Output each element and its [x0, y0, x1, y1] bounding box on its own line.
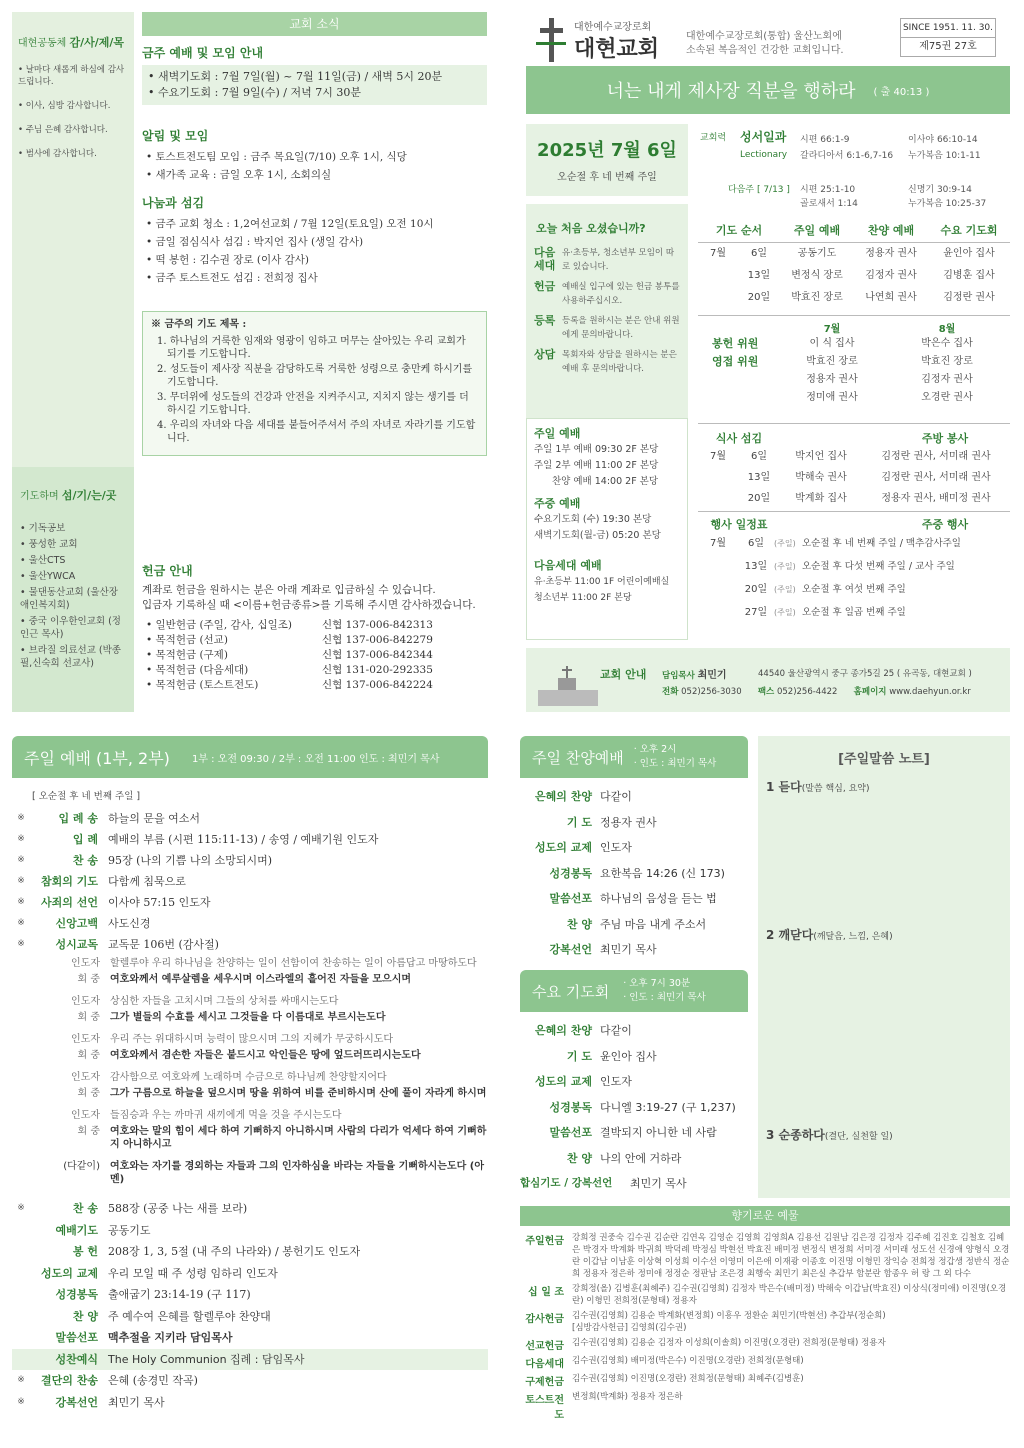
news-section-title: 나눔과 섬김: [142, 196, 205, 210]
welcome-title: 오늘 처음 오셨습니까?: [536, 222, 646, 235]
liturgical-day: 오순절 후 네 번째 주일: [557, 172, 657, 183]
wed-order: [520, 1018, 748, 1197]
prayer-places-list: [12, 522, 134, 670]
list-item: 성도의 교제 우리 모일 때 주 성령 임하리 인도자: [41, 1266, 278, 1280]
list-item: 4. 우리의 자녀와 다음 세대를 붙들어주셔서 주의 자녀로 자라기를 기도합니다.: [157, 420, 476, 444]
list-item: ※ 신앙고백 사도신경: [17, 917, 151, 930]
offering-row: 다음세대 김수권(김영희) 배미정(박은수) 이진명(오경란) 전희정(문형태): [525, 1356, 804, 1370]
church-tagline: 대한예수교장로회(통합) 울산노회에 소속된 복음적인 건강한 교회입니다.: [686, 31, 844, 56]
meal-rows: [698, 446, 1010, 509]
news-section-title: 금주 예배 및 모임 안내: [142, 46, 264, 60]
list-item: ※ 성시교독 교독문 106번 (감사절): [17, 938, 219, 951]
prayer-box: [142, 311, 487, 456]
list-item: 상담 목회자와 상담을 원하시는 분은 예배 후 문의바랍니다.: [534, 348, 677, 374]
contact-info: 전화 052)256-3030 팩스 052)256-4422 홈페이지 www.daehyun.or.kr: [662, 687, 971, 697]
committee-rows: 봉헌 위원 영접 위원 이 식 집사 박효진 장로 정용자 권사 정미애 권사 박은수 집사 박효진 장로 김정자 권사 오경란 권사: [712, 337, 973, 403]
table-row: 7월 6일 (주일) 오순절 후 네 번째 주일 / 맥추감사주일: [709, 538, 961, 549]
list-item: 다음세대 유·초등부, 청소년부 모임이 따로 있습니다.: [534, 246, 675, 272]
month-header: 7월 8월: [698, 315, 1010, 335]
denomination: 대한예수교장로회: [574, 22, 652, 33]
wed-header: 수요 기도회 · 오후 7시 30분 · 인도 : 최민기 목사: [520, 970, 748, 1012]
offerings: [520, 1206, 1010, 1436]
roster-header: 기도 순서 주일 예배 찬양 예배 수요 기도회: [698, 222, 1010, 243]
reading-line: 인도자 상심한 자들을 고치시며 그들의 상처를 싸매시는도다: [71, 996, 339, 1007]
list-item: 1. 하나님의 거룩한 임재와 영광이 임하고 머무는 살아있는 우리 교회가 되기를 기도합니다.: [157, 336, 466, 360]
praise-service: [520, 736, 748, 961]
list-item: • 날마다 새롭게 하심에 감사드립니다.: [18, 65, 125, 87]
church-logo: [536, 18, 566, 62]
list-item: • 이사, 심방 감사합니다.: [18, 101, 111, 111]
offering-row: 주일헌금 강희정 권중숙 김수권 김순란 김연옥 김영순 김영희 김영희A 김용선 김원남 김은경 김정자 김주혜 김진호 김철호 김혜은 박경자 박계화 박귀희 박덕례 박정심 박현선 박효진 배미정 변정식 변정희 서미경 서미래 성도선 신경애 양형식 오경란 이갑남 이남훈 이상혁 이성희 이수선 이영미 이은애 이재광 이종호 이진명 이형민 장익승 전희정 정갑생 정반식 정순희 정용자 정은하 정미애 정정순 정판남 조은경 최행숙 최민기 최은실 추갑부 함분란 함종우 허 랑 그 외 다수: [525, 1233, 1010, 1279]
list-item: 합심기도 / 강복선언 최민기 목사: [520, 1177, 687, 1190]
reading-line: 인도자 우리 주는 위대하시며 능력이 많으시며 그의 지혜가 무궁하시도다: [71, 1034, 394, 1045]
list-item: • 토스트전도팀 모임 : 금주 목요일(7/10) 오후 1시, 식당: [146, 151, 407, 163]
list-item: • 금주 교회 청소 : 1,2여선교회 / 7월 12일(토요일) 오전 10시: [146, 218, 434, 230]
account-row: • 목적헌금 (다음세대) 신협 131-020-292335: [146, 664, 433, 676]
list-item: 성찬예식 The Holy Communion 집례 : 담임목사: [12, 1349, 488, 1371]
list-item: 예배기도 공동기도: [55, 1223, 151, 1237]
offerings-list: [520, 1232, 1010, 1421]
list-item: ※ 결단의 찬송 은혜 (송경민 작곡): [17, 1374, 198, 1387]
offerings-header: 향기로운 예물: [520, 1206, 1010, 1226]
list-item: • 새벽기도회 : 7월 7일(월) ~ 7월 11일(금) / 새벽 5시 20분: [148, 70, 443, 83]
notes-title: [주일말씀 노트]: [838, 752, 930, 767]
account-row: • 목적헌금 (선교) 신협 137-006-842279: [146, 634, 433, 646]
note-obey: 3 순종하다(결단, 실천할 일): [766, 1128, 893, 1142]
list-item: 헌금 예배실 입구에 있는 헌금 봉투를 사용하주십시오.: [534, 280, 680, 306]
list-item: ※ 찬 송 588장 (공중 나는 새를 보라): [17, 1202, 248, 1215]
church-news: [142, 12, 487, 712]
prayer-title: ※ 금주의 기도 제목 :: [151, 319, 247, 330]
list-item: ※ 입 례 송 하늘의 문을 여소서: [17, 812, 201, 825]
roster-rows: [698, 243, 1010, 309]
reading-line: 회 중 여호와는 말의 힘이 세다 하여 기뻐하지 아니하시며 사람의 다리가 억세다 하여 기뻐하지 아니하시고: [77, 1126, 487, 1150]
reading-line: 회 중 그가 별들의 수효를 세시고 그것들을 다 이름대로 부르시는도다: [77, 1012, 386, 1023]
list-item: 강복선언 최민기 목사: [549, 943, 657, 956]
news-header: 교회 소식: [142, 12, 487, 36]
theme-text: 너는 내게 제사장 직분을 행하라: [606, 81, 856, 102]
list-item: 기 도 정용자 권사: [566, 815, 657, 829]
account-row: • 목적헌금 (구제) 신협 137-006-842344: [146, 649, 433, 661]
offering-desc: 계좌로 헌금을 원하시는 분은 아래 계좌로 입금하실 수 있습니다. 입금자 기록하실 때 <이름+헌금종류>를 기록해 주시면 감사하겠습니다.: [142, 584, 476, 611]
list-item: • 범사에 감사합니다.: [18, 149, 97, 159]
masthead: [526, 12, 1010, 117]
note-understand: 2 깨닫다(깨달음, 느낌, 은혜): [766, 928, 893, 942]
table-row: 27일 (주일) 오순절 후 일곱 번째 주일: [744, 607, 906, 618]
events-header: 행사 일정표 주중 행사: [698, 511, 1010, 532]
list-item: 찬 양 나의 안에 거하라: [566, 1151, 682, 1165]
pastor-info: 담임목사 최민기: [662, 670, 727, 681]
date-box: [526, 124, 688, 196]
offering-row: 토스트전도 변정희(박계화) 정용자 정은하: [525, 1392, 683, 1421]
table-row: 7월 6일 공동기도 정용자 권사 윤인아 집사: [709, 248, 995, 259]
list-item: • 주님 은혜 감사합니다.: [18, 125, 108, 135]
list-item: • 수요기도회 : 7월 9일(수) / 저녁 7시 30분: [148, 86, 361, 99]
reading-line: 회 중 여호와께서 예루살렘을 세우시며 이스라엘의 흩어진 자들을 모으시며: [77, 974, 412, 985]
offering-row: 구제헌금 김수권(김영희) 이진명(오경란) 전희정(문형태) 최혜주(김병훈): [525, 1374, 804, 1388]
table-row: 13일 박해숙 권사 김정란 권사, 서미래 권사: [747, 472, 991, 483]
list-item: 성경봉독 다니엘 3:19-27 (구 1,237): [549, 1100, 736, 1114]
note-listen: 1 듣다(말씀 핵심, 요약): [766, 780, 870, 794]
list-item: 성경봉독 출애굽기 23:14-19 (구 117): [55, 1288, 251, 1301]
reading-line: (다같이) 여호와는 자기를 경외하는 자들과 그의 인자하심을 바라는 자들을 기뻐하시는도다 (아멘): [63, 1161, 485, 1185]
thanks-title: 대현공동체 감/사/제/목: [18, 36, 125, 49]
accounts-list: [142, 618, 487, 693]
list-item: 찬 양 주 예수여 은혜를 할렐루야 찬양대: [72, 1309, 271, 1323]
list-item: 성도의 교제 인도자: [535, 841, 632, 854]
list-item: • 금주 토스트전도 섬김 : 전희정 집사: [146, 272, 318, 284]
offering-title: 헌금 안내: [142, 564, 193, 578]
meal-header: 식사 섬김 주방 봉사: [698, 423, 1010, 446]
roster: [698, 222, 1010, 642]
reading-line: 회 중 그가 구름으로 하늘을 덮으시며 땅을 위하여 비를 준비하시며 산에 풀이 자라게 하시며: [77, 1088, 487, 1099]
list-item: • 새가족 교육 : 금일 오후 1시, 소회의실: [146, 169, 332, 181]
account-row: • 일반헌금 (주일, 감사, 십일조) 신협 137-006-842313: [146, 619, 433, 631]
info-label: 교회 안내: [600, 668, 647, 681]
list-item: 봉 헌 208장 1, 3, 5절 (내 주의 나라와) / 봉헌기도 인도자: [72, 1245, 361, 1258]
order-list: [12, 808, 488, 955]
list-item: 말씀선포 결박되지 아니한 네 사람: [549, 1126, 717, 1139]
list-item: • 브라질 의료선교 (박종필,신숙희 선교사): [20, 645, 121, 669]
list-item: • 물댄동산교회 (울산장애인복지회): [20, 587, 118, 611]
list-item: • 중국 이우한인교회 (정인근 목사): [20, 616, 121, 640]
list-item: ※ 입 례 예배의 부름 (시편 115:11-13) / 송영 / 예배기원 인도자: [17, 833, 379, 846]
notices-list: [142, 148, 487, 184]
offering-row: 선교헌금 김수권(김영희) 김용순 김정자 이성희(이솔희) 이진명(오경란) 전희정(문형태) 정용자: [525, 1338, 886, 1352]
table-row: 20일 박효진 장로 나연희 권사 김정란 권사: [747, 292, 995, 303]
sermon-notes: [758, 736, 1010, 1198]
list-item: ※ 사죄의 선언 이사야 57:15 인도자: [17, 896, 211, 909]
left-sidebar: [12, 12, 134, 712]
table-row: 13일 (주일) 오순절 후 다섯 번째 주일 / 교사 주일: [744, 561, 955, 572]
this-week-box: [142, 65, 487, 105]
theme-banner: [526, 66, 1010, 114]
list-item: 2. 성도들이 제사장 직분을 감당하도록 거룩한 성령으로 충만케 하시기를 기도합니다.: [157, 364, 473, 388]
prayer-places-title: 기도하며 섬/기/는/곳: [20, 489, 117, 502]
list-item: • 울산CTS: [20, 555, 66, 566]
since-box: SINCE 1951. 11. 30. 제75권 27호: [900, 18, 996, 57]
thanks-list: [12, 64, 134, 160]
table-row: 7월 6일 박지언 집사 김정란 권사, 서미래 권사: [709, 451, 991, 462]
table-row: 13일 변정식 장로 김정자 권사 김병훈 집사: [747, 270, 995, 281]
worship-times: 주일 예배 주일 1부 예배 09:30 2F 본당 주일 2부 예배 11:00 2F 본당 찬양 예배 14:00 2F 본당 주중 예배 수요기도회 (수) 19:30 본당 새벽기도회(월-금) 05:20 본당 다음세대 예배 유·초등부 11:00 1F 어린이예배실 청소년부 11:00 2F 본당: [534, 427, 670, 603]
list-item: 찬 양 주님 마음 내게 주소서: [566, 917, 707, 931]
church-name: 대현교회: [574, 37, 660, 62]
list-item: ※ 찬 송 95장 (나의 기쁨 나의 소망되시며): [17, 854, 273, 867]
list-item: 말씀선포 하나님의 음성을 듣는 법: [549, 892, 717, 905]
news-section-title: 알림 및 모임: [142, 129, 209, 143]
account-row: • 목적헌금 (토스트전도) 신협 137-006-842224: [146, 679, 433, 691]
worship-header: 주일 예배 (1부, 2부) 1부 : 오전 09:30 / 2부 : 오전 11:00 인도 : 최민기 목사: [12, 736, 488, 778]
list-item: • 금일 점심식사 섬김 : 박지언 집사 (생일 감사): [146, 236, 364, 248]
reading-line: 회 중 여호와께서 겸손한 자들은 붙드시고 악인들은 땅에 엎드러뜨리시는도다: [77, 1050, 421, 1061]
welcome-column: [526, 204, 688, 640]
list-item: • 기독공보: [20, 523, 66, 534]
list-item: • 풍성한 교회: [20, 539, 78, 550]
worship-season: [ 오순절 후 네 번째 주일 ]: [32, 791, 141, 802]
reading-line: 인도자 할렐루야 우리 하나님을 찬양하는 일이 선함이여 찬송하는 일이 아름답고 마땅하도다: [71, 958, 477, 969]
welcome-items: [526, 246, 688, 376]
list-item: ※ 참회의 기도 다함께 침묵으로: [17, 875, 186, 888]
sunday-worship: [12, 736, 488, 1436]
list-item: 등록 등록을 원하시는 분은 안내 위원에게 문의바랍니다.: [534, 314, 680, 340]
church-building-icon: [538, 666, 598, 706]
list-item: 말씀선포 맥추절을 지키라 담임목사: [55, 1331, 233, 1344]
offering-row: 감사헌금 김수권(김영희) 김용순 박계화(변정희) 이흥우 정환순 최민기(박현선) 추갑부(정순희) [심방감사헌금] 김영희(김수권): [525, 1311, 886, 1333]
reading-line: 인도자 감사함으로 여호와께 노래하며 수금으로 하나님께 찬양할지어다: [71, 1072, 387, 1083]
praise-header: 주일 찬양예배 · 오후 2시 · 인도 : 최민기 목사: [520, 736, 748, 778]
offering-row: 십 일 조 강희정(올) 김병훈(최혜주) 김수권(김영희) 김정자 박은수(배미정) 박해숙 이갑남(박효진) 이상식(정미애) 이진명(오경란) 이형민 전희정(문형태) 정용자: [528, 1284, 1007, 1306]
list-item: 은혜의 찬양 다같이: [535, 790, 632, 803]
church-info: [526, 648, 1010, 712]
list-item: 성경봉독 요한복음 14:26 (신 173): [549, 866, 725, 880]
responsive-reading: [12, 957, 488, 1186]
praise-order: [520, 784, 748, 963]
order-list-2: [12, 1198, 488, 1413]
wednesday-prayer: [520, 970, 748, 1200]
table-row: 20일 박계화 집사 정용자 권사, 배미정 권사: [747, 493, 991, 504]
lectionary: 교회력 성서일과 Lectionary 시편 66:1-9 이사야 66:10-14 갈라디아서 6:1-6,7-16 누가복음 10:1-11 다음주 [ 7/13 ] 시편 25:1-10 신명기 30:9-14 골로새서 1:14 누가복음 10:25-37: [700, 130, 987, 209]
table-row: 20일 (주일) 오순절 후 여섯 번째 주일: [744, 584, 906, 595]
list-item: 성도의 교제 인도자: [535, 1075, 632, 1088]
service-date: 2025년 7월 6일: [537, 140, 677, 161]
list-item: 3. 무더위에 성도들의 건강과 안전을 지켜주시고, 지치지 않는 생기를 더하시길 기도합니다.: [157, 392, 469, 416]
list-item: ※ 강복선언 최민기 목사: [17, 1395, 165, 1409]
list-item: 은혜의 찬양 다같이: [535, 1024, 632, 1037]
prayer-places-box: [12, 467, 134, 712]
list-item: • 떡 봉헌 : 김수권 장로 (이사 감사): [146, 254, 310, 266]
reading-line: 인도자 들짐승과 우는 까마귀 새끼에게 먹을 것을 주시는도다: [71, 1110, 342, 1121]
theme-ref: ( 출 40:13 ): [873, 86, 930, 98]
sharing-list: [142, 215, 487, 287]
list-item: 기 도 윤인아 집사: [566, 1049, 657, 1063]
events-rows: [698, 532, 1010, 624]
list-item: • 울산YWCA: [20, 571, 76, 582]
address: 44540 울산광역시 중구 종가5길 25 ( 유곡동, 대현교회 ): [758, 669, 972, 679]
